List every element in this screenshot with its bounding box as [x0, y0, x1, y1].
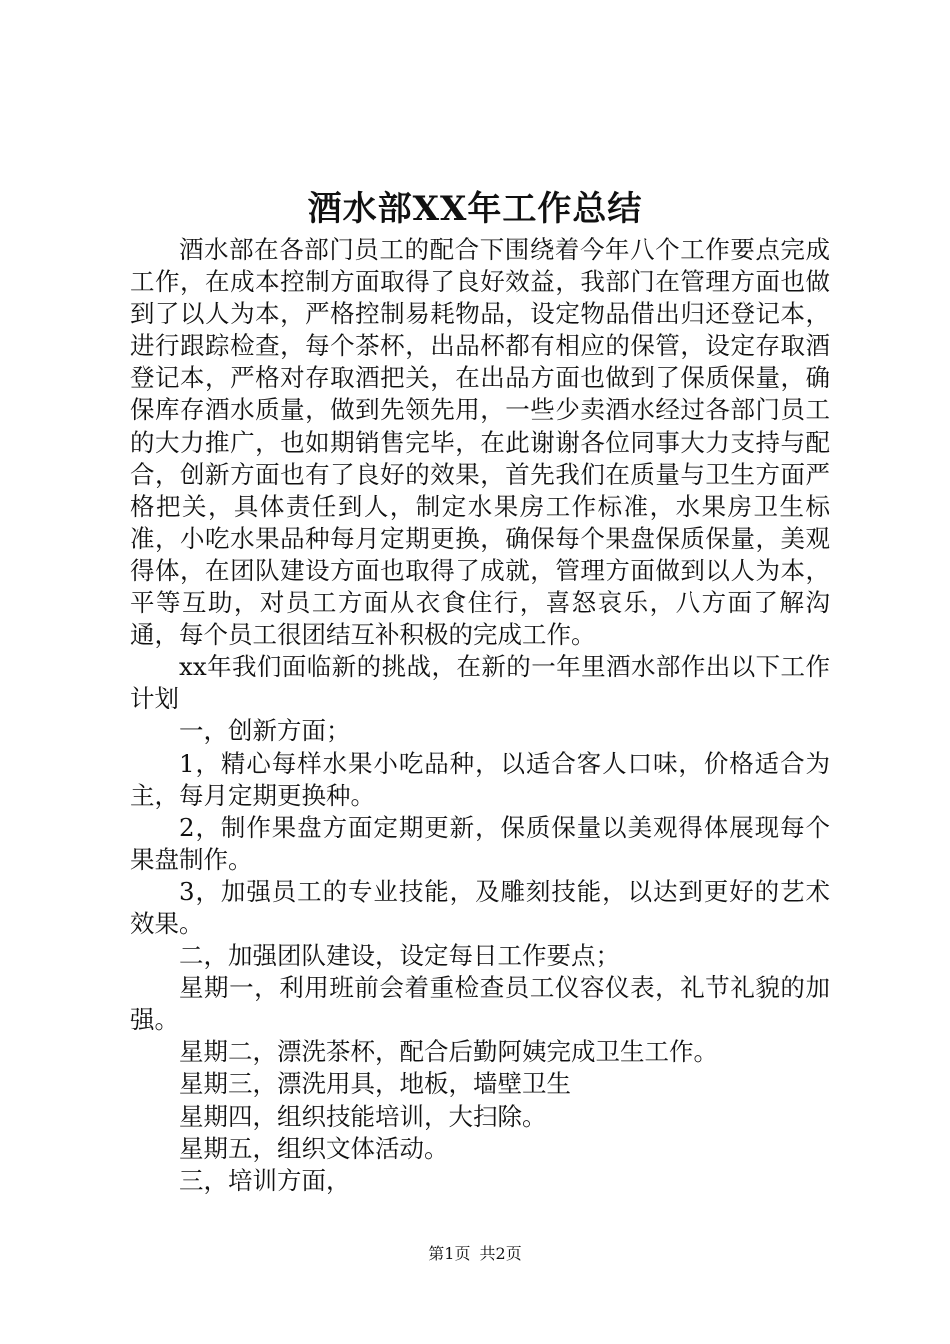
- heading-team-building: 二，加强团队建设，设定每日工作要点；: [179, 941, 620, 971]
- heading-training: 三，培训方面，: [179, 1165, 351, 1195]
- paragraph-summary: 酒水部在各部门员工的配合下围绕着今年八个工作要点完成工作，在成本控制方面取得了良好效益，我部门在管理方面也做到了以人为本，严格控制易耗物品，设定物品借出归还登记本，进行跟踪检查，每个茶杯，出品杯都有相应的保管，设定存取酒登记本，严格对存取酒把关，在出品方面也做到了保质保量，确保库存酒水质量，做到先领先用，一些少卖酒水经过各部门员工的大力推广，也如期销售完毕，在此谢谢各位同事大力支持与配合，创新方面也有了良好的效果，首先我们在质量与卫生方面严格把关，具体责任到人，制定水果房工作标准，水果房卫生标准，小吃水果品种每月定期更换，确保每个果盘保质保量，美观得体，在团队建设方面也取得了成就，管理方面做到以人为本，平等互助，对员工方面从衣食住行，喜怒哀乐，八方面了解沟通，每个员工很团结互补积极的完成工作。: [130, 235, 830, 650]
- schedule-item: 星期一，利用班前会着重检查员工仪容仪表，礼节礼貌的加强。: [130, 973, 830, 1035]
- schedule-item: 星期五，组织文体活动。: [179, 1133, 449, 1163]
- schedule-item: 星期四，组织技能培训，大扫除。: [179, 1101, 547, 1131]
- list-item: 3，加强员工的专业技能，及雕刻技能，以达到更好的艺术效果。: [130, 876, 830, 938]
- list-item: 1，精心每样水果小吃品种，以适合客人口味，价格适合为主，每月定期更换种。: [130, 748, 830, 810]
- heading-innovation: 一，创新方面；: [179, 716, 351, 746]
- schedule-item: 星期二，漂洗茶杯，配合后勤阿姨完成卫生工作。: [179, 1037, 718, 1067]
- page-number: 第1页: [428, 1244, 471, 1263]
- schedule-item: 星期三，漂洗用具，地板，墙壁卫生: [179, 1069, 571, 1099]
- document-body: [130, 234, 830, 1197]
- paragraph-plan-intro: xx年我们面临新的挑战，在新的一年里酒水部作出以下工作计划: [130, 652, 830, 714]
- page-total: 共2页: [479, 1244, 522, 1263]
- list-item: 2，制作果盘方面定期更新，保质保量以美观得体展现每个果盘制作。: [130, 812, 830, 874]
- page-footer: [0, 1242, 950, 1266]
- document-title: 酒水部XX年工作总结: [307, 189, 643, 229]
